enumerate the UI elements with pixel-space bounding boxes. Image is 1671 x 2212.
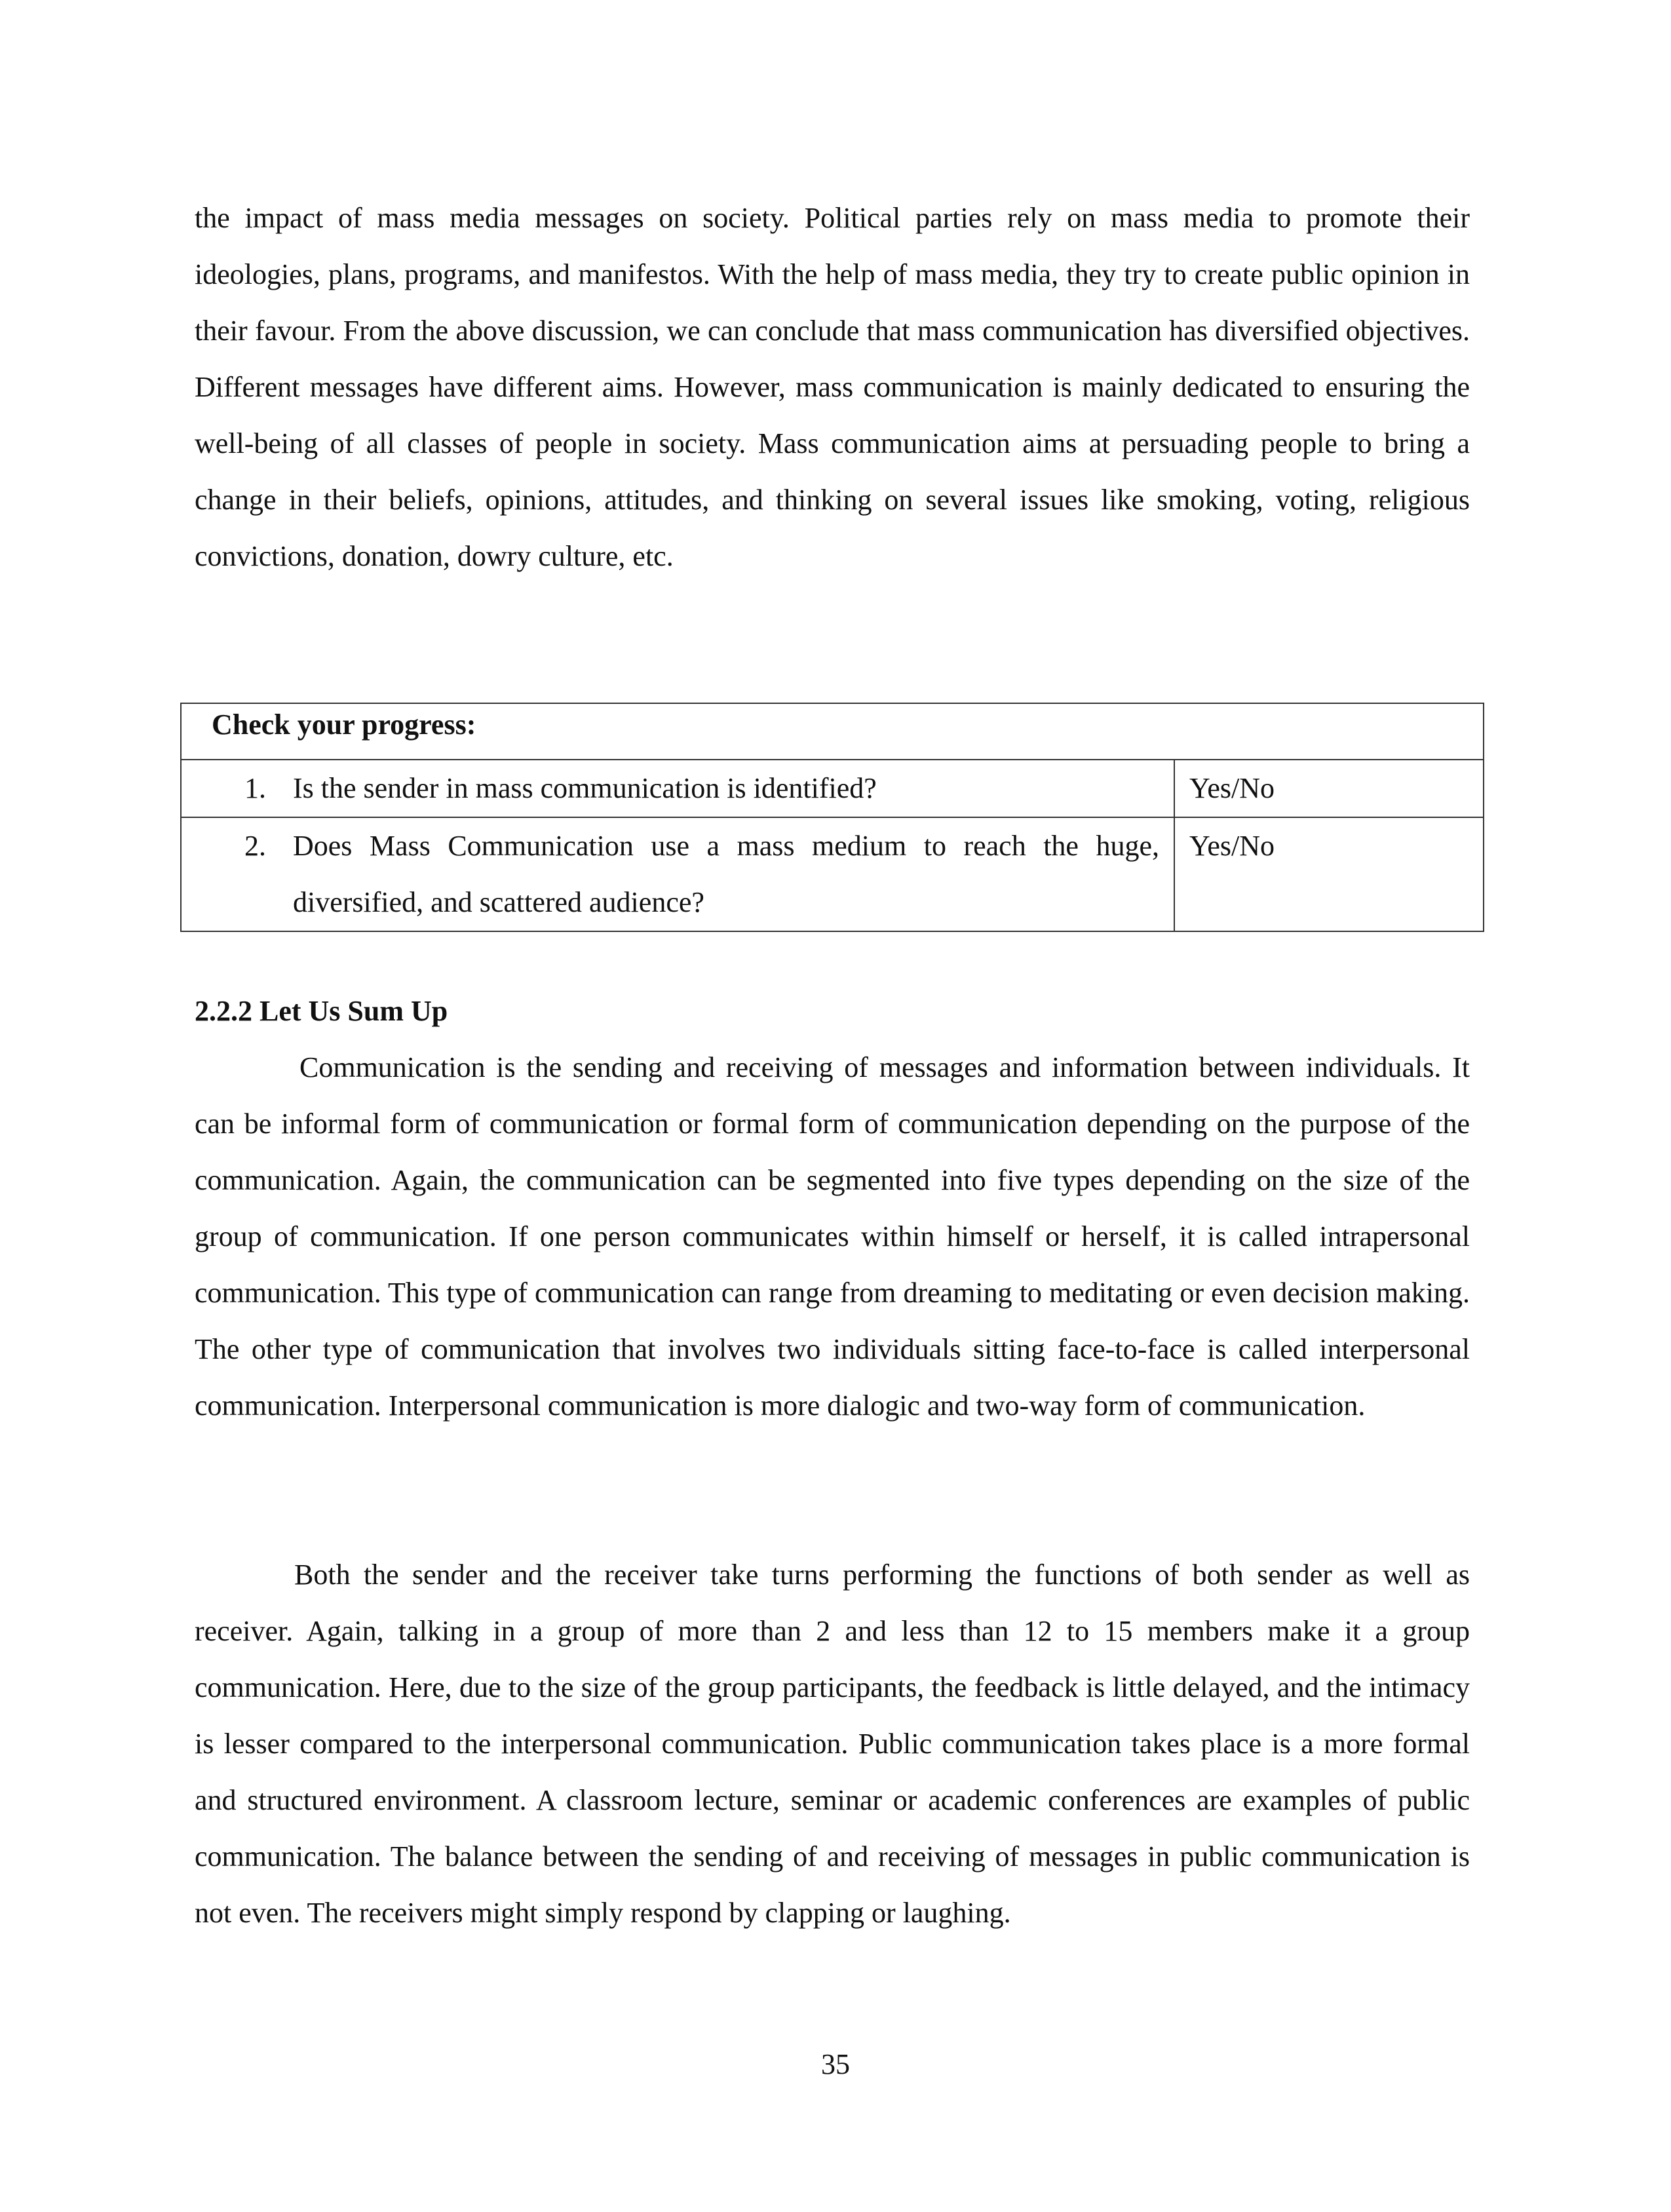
sum-up-paragraph-2: Both the sender and the receiver take turns performing the functions of both sender as well as receiver. Again, talking in a group of more than 2 and less than 12 to 15 members make it a group communication. Here, due to the size of the group participants, the feedback is little delayed, and the intimacy is lesser compared to the interpersonal communication. Public communication takes place is a more formal and structured environment. A classroom lecture, seminar or academic conferences are examples of public communication. The balance between the sending of and receiving of messages in public communication is not even. The receivers might simply respond by clapping or laughing. [195,1559,1470,1929]
answer-cell: Yes/No [1174,760,1484,817]
check-progress-table [180,703,1484,932]
intro-paragraph: the impact of mass media messages on society. Political parties rely on mass media to promote their ideologies, plans, programs, and manifestos. With the help of mass media, they try to create public opinion in their favour. From the above discussion, we can conclude that mass communication has diversified objectives. Different messages have different aims. However, mass communication is mainly dedicated to ensuring the well-being of all classes of people in society. Mass communication aims at persuading people to bring a change in their beliefs, opinions, attitudes, and thinking on several issues like smoking, voting, religious convictions, donation, dowry culture, etc. [195,202,1470,572]
question-number: 2. [244,830,266,862]
question-number: 1. [244,772,266,804]
page-number: 35 [821,2048,850,2080]
table-row [181,760,1484,817]
answer-cell: Yes/No [1174,817,1484,931]
table-row [181,817,1484,931]
question-cell [181,817,1174,931]
sum-up-paragraph-1: Communication is the sending and receiving of messages and information between individuals. It can be informal form of communication or formal form of communication depending on the purpose of the communication. Again, the communication can be segmented into five types depending on the size of the group of communication. If one person communicates within himself or herself, it is called intrapersonal communication. This type of communication can range from dreaming to meditating or even decision making. The other type of communication that involves two individuals sitting face-to-face is called interpersonal communication. Interpersonal communication is more dialogic and two-way form of communication. [195,1051,1470,1422]
section-heading: 2.2.2 Let Us Sum Up [195,995,448,1027]
question-cell [181,760,1174,817]
check-progress-title: Check your progress: [181,703,1484,760]
question-text: Does Mass Communication use a mass medium to reach the huge, diversified, and scattered audience? [293,830,1159,918]
question-text: Is the sender in mass communication is identified? [293,772,877,804]
